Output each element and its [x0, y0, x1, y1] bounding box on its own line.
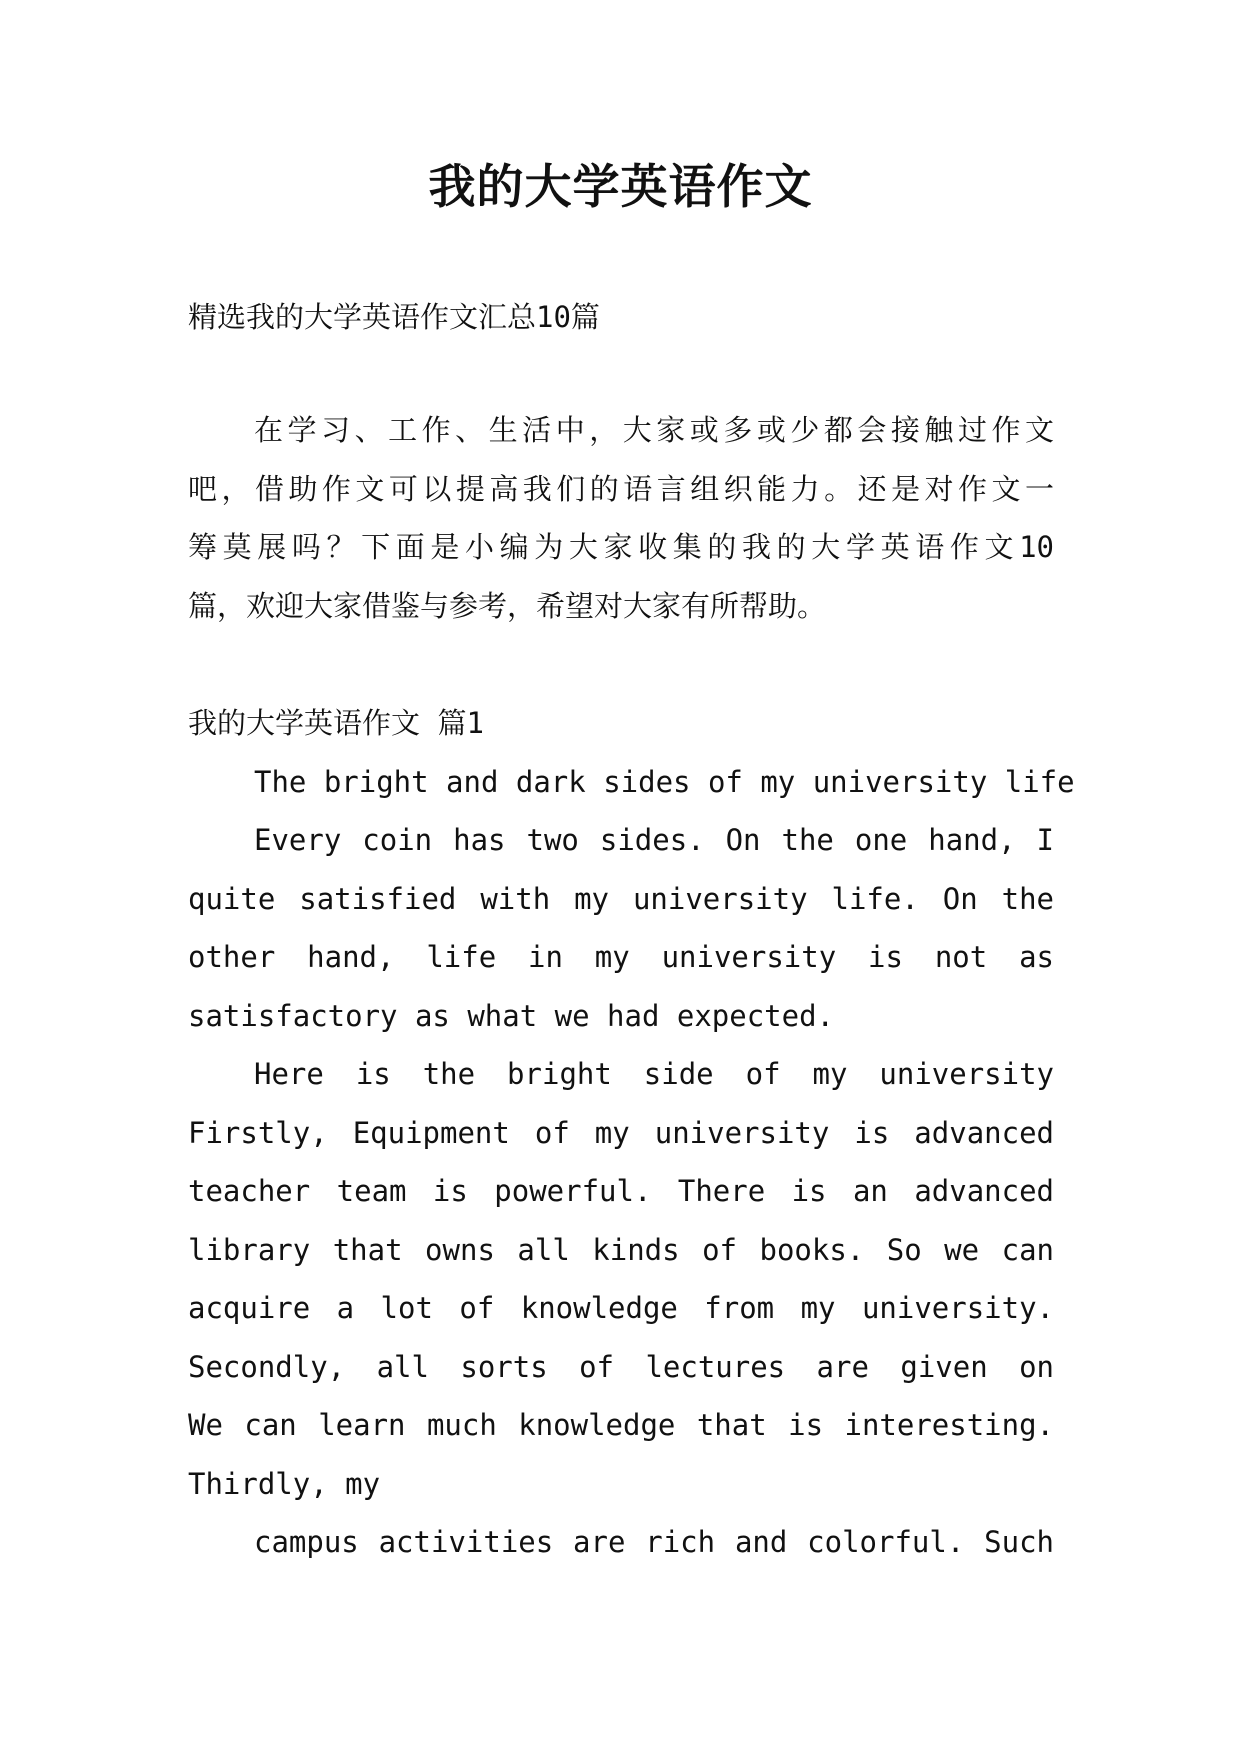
section-heading: 我的大学英语作文 篇1	[188, 706, 484, 740]
intro-line: 筹莫展吗？下面是小编为大家收集的我的大学英语作文10	[188, 530, 1054, 564]
essay-line: acquire a lot of knowledge from my university.	[188, 1291, 1054, 1325]
intro-line: 在学习、工作、生活中，大家或多或少都会接触过作文	[254, 413, 1054, 447]
essay-line: other hand, life in my university is not as	[188, 940, 1054, 974]
essay-line: teacher team is powerful. There is an advanced	[188, 1174, 1054, 1208]
essay-line: Thirdly, my	[188, 1466, 381, 1501]
intro-line: 吧，借助作文可以提高我们的语言组织能力。还是对作文一	[188, 471, 1054, 506]
essay-line: library that owns all kinds of books. So we can	[188, 1232, 1054, 1267]
intro-line: 篇，欢迎大家借鉴与参考，希望对大家有所帮助。	[188, 588, 827, 623]
essay-line: Here is the bright side of my university	[254, 1057, 1054, 1091]
essay-title: The bright and dark sides of my university life	[254, 764, 1075, 799]
document-subtitle	[188, 288, 1054, 347]
essay-line: Firstly, Equipment of my university is advanced	[188, 1115, 1054, 1150]
essay-line: campus activities are rich and colorful. Such	[254, 1525, 1054, 1559]
essay-section	[188, 694, 1075, 1572]
subtitle-line: 精选我的大学英语作文汇总10篇	[188, 300, 600, 334]
essay-line: satisfactory as what we had expected.	[188, 998, 835, 1033]
page-title: 我的大学英语作文	[428, 160, 813, 215]
essay-line: We can learn much knowledge that is interesting.	[188, 1408, 1054, 1442]
intro-paragraph	[188, 401, 1054, 635]
essay-line: quite satisfied with my university life. On the	[188, 881, 1054, 916]
essay-line: Every coin has two sides. On the one hand, I	[254, 823, 1054, 857]
essay-line: Secondly, all sorts of lectures are given on	[188, 1349, 1054, 1384]
